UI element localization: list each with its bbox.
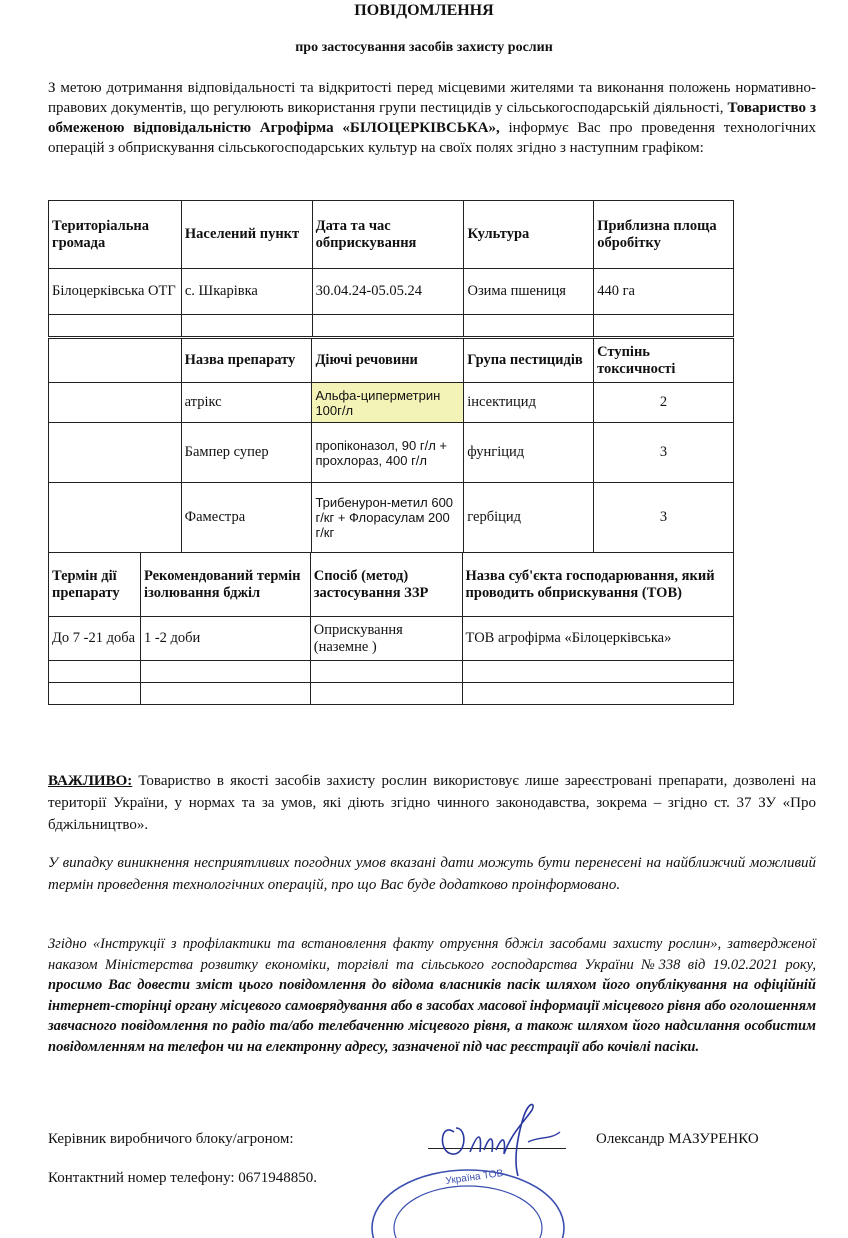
company-name: Товариство з обмеженою відповідальністю Агрофірма «БІЛОЦЕРКІВСЬКА»,	[48, 100, 816, 136]
cell-toxicity: 3	[594, 423, 734, 483]
cell-group: гербіцид	[464, 483, 594, 553]
instruction-text: Згідно «Інструкції з профілактики та встановлення факту отруєння бджіл засобами захисту рослин», затвердженої наказом Міністерства розвитку економіки, торгівлі та сільського господарства України №338 від 19.02.2021 року,	[48, 936, 816, 973]
header-settlement: Населений пункт	[181, 201, 312, 269]
cell-group: фунгіцид	[464, 423, 594, 483]
empty-row	[49, 683, 734, 705]
application-header-row	[49, 553, 734, 617]
cell-date: 30.04.24-05.05.24	[312, 269, 464, 315]
table-row	[49, 383, 734, 423]
header-date: Дата та час обприскування	[312, 201, 464, 269]
application-table	[48, 552, 734, 705]
important-label: ВАЖЛИВО:	[48, 773, 133, 789]
signatory-name: Олександр МАЗУРЕНКО	[596, 1131, 759, 1147]
company-stamp	[352, 1158, 582, 1238]
products-header-row	[49, 339, 734, 383]
cell-product: Бампер супер	[181, 423, 312, 483]
signatory-label: Керівник виробничого блоку/агроном:	[48, 1131, 294, 1147]
cell-substance: Альфа-циперметрин 100г/л	[312, 383, 464, 423]
header-active-substances: Діючі речовини	[312, 339, 464, 383]
cell-action-period: До 7 -21 доба	[49, 617, 141, 661]
intro-text-2: інформує Вас про проведення технологічних операцій з обприскування сільськогосподарських культур на своїх полях згідно з наступним графіком:	[48, 120, 816, 156]
header-community: Територіальна громада	[49, 201, 182, 269]
instruction-request: просимо Вас довести зміст цього повідомлення до відома власників пасік шляхом його опублікування на офіційній інтернет-сторінці органу місцевого самоврядування або в засобах масової інформації місцевого рівня або оголошенням завчасного повідомлення по радіо та/або телебаченню місцевого рівня, а також шляхом його надсилання особистим повідомленням на телефон чи на електронну адресу, зазначеної під час реєстрації або кочівлі пасіки.	[48, 977, 816, 1055]
header-method: Спосіб (метод) застосування ЗЗР	[310, 553, 462, 617]
header-isolation-period: Рекомендований термін ізолювання бджіл	[140, 553, 310, 617]
cell-product: атрікс	[181, 383, 312, 423]
table-row	[49, 423, 734, 483]
products-table	[48, 338, 734, 553]
important-text: Товариство в якості засобів захисту рослин використовує лише зареєстровані препарати, дозволені на території України, у нормах та за умов, які діють згідно чинного законодавства, зокрема – згідно ст. 37 ЗУ «Про бджільництво».	[48, 773, 816, 833]
instruction-paragraph	[48, 934, 816, 1057]
intro-text-1: З метою дотримання відповідальності та відкритості перед місцевими жителями та виконання положень нормативно-правових документів, що регулюють використання групи пестицидів у сільськогосподарській діяльності,	[48, 80, 816, 116]
cell-isolation-period: 1 -2 доби	[140, 617, 310, 661]
cell-crop: Озима пшениця	[464, 269, 594, 315]
header-pesticide-group: Група пестицидів	[464, 339, 594, 383]
cell-substance: пропіконазол, 90 г/л + прохлораз, 400 г/л	[312, 423, 464, 483]
cell-operator: ТОВ агрофірма «Білоцерківська»	[462, 617, 733, 661]
header-action-period: Термін дії препарату	[49, 553, 141, 617]
table-row	[49, 269, 734, 315]
header-crop: Культура	[464, 201, 594, 269]
document-title: ПОВІДОМЛЕННЯ	[354, 2, 494, 19]
empty-row	[49, 661, 734, 683]
weather-note: У випадку виникнення несприятливих погодних умов вказані дати можуть бути перенесені на найближчий можливий термін проведення технологічних операцій, про що Вас буде додатково проінформовано.	[48, 855, 816, 893]
cell-settlement: с. Шкарівка	[181, 269, 312, 315]
cell-area: 440 га	[594, 269, 734, 315]
schedule-table	[48, 200, 734, 337]
cell-product: Фаместра	[181, 483, 312, 553]
important-note	[48, 770, 816, 836]
intro-paragraph	[48, 78, 816, 158]
header-operator: Назва суб'єкта господарювання, який проводить обприскування (ТОВ)	[462, 553, 733, 617]
header-toxicity: Ступінь токсичності	[594, 339, 734, 383]
cell-method: Оприскування (наземне )	[310, 617, 462, 661]
header-area: Приблизна площа обробітку	[594, 201, 734, 269]
cell-group: інсектицид	[464, 383, 594, 423]
cell-toxicity: 3	[594, 483, 734, 553]
cell-substance: Трибенурон-метил 600 г/кг + Флорасулам 200 г/кг	[312, 483, 464, 553]
document-subtitle: про застосування засобів захисту рослин	[295, 40, 553, 55]
cell-toxicity: 2	[594, 383, 734, 423]
cell-community: Білоцерківська ОТГ	[49, 269, 182, 315]
table-row	[49, 617, 734, 661]
contact-phone: Контактний номер телефону: 0671948850.	[48, 1170, 318, 1186]
schedule-header-row	[49, 201, 734, 269]
empty-row	[49, 315, 734, 337]
stamp-text: Україна ТОВ	[444, 1167, 505, 1187]
table-row	[49, 483, 734, 553]
header-product-name: Назва препарату	[181, 339, 312, 383]
